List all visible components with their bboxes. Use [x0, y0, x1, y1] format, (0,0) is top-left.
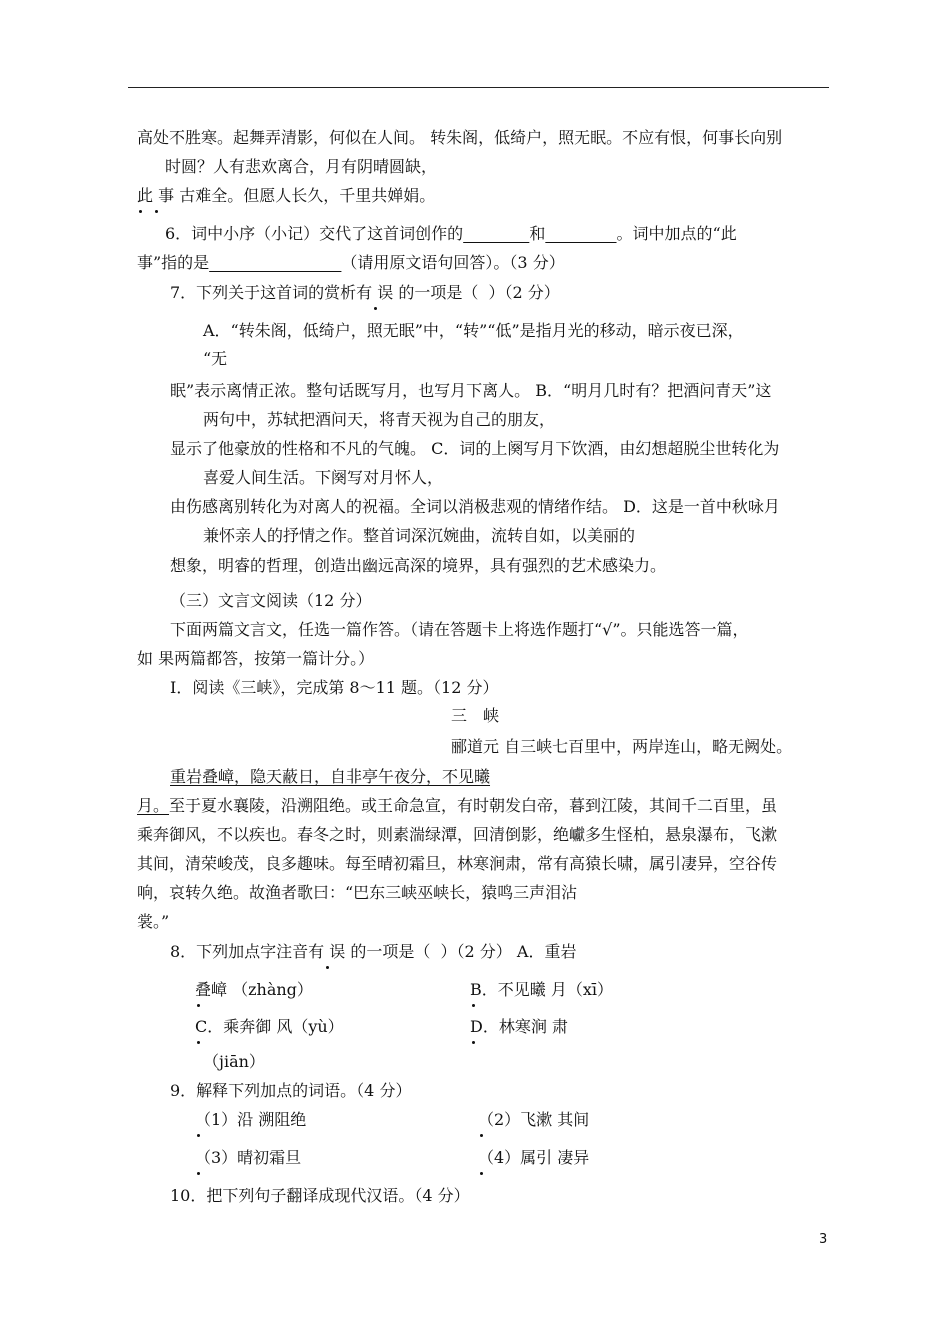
q7-line-9: 想象，明睿的哲理，创造出幽远高深的境界，具有强烈的艺术感染力。: [170, 556, 667, 575]
q8-option-b: B．不见曦 月（xī）: [470, 980, 613, 999]
q9-item-1: （1）沿 溯阻绝: [195, 1110, 307, 1129]
dotted-char: （2）飞漱: [478, 1110, 553, 1129]
part-heading: Ⅰ．阅读《三峡》，完成第 8～11 题。（12 分）: [170, 678, 499, 697]
q8-option-d: D．林寒涧 肃: [470, 1017, 568, 1036]
passage-line-5: 响，哀转久绝。故渔者歌曰：“巴东三峡巫峡长，猿鸣三声泪沾: [137, 883, 578, 902]
q6-line-1: 6．词中小序（小记）交代了这首词创作的 和 。词中加点的“此: [165, 224, 737, 243]
dotted-char: 此: [137, 186, 154, 205]
q9-item-2: （2）飞漱 其间: [478, 1110, 590, 1129]
page-number: 3: [819, 1232, 828, 1247]
dotted-char: （3）晴初霜旦: [195, 1148, 302, 1167]
passage-line-6: 裳。”: [137, 912, 170, 931]
poem-line-2: 时圆？人有悲欢离合，月有阴晴圆缺，: [165, 157, 438, 176]
q9-item-3: [195, 1148, 301, 1168]
q7-line-3: 眠”表示离情正浓。整句话既写月，也写月下离人。 B．“明月几时有？把酒问青天”这: [170, 381, 772, 400]
section-instruction-1: 下面两篇文言文，任选一篇作答。（请在答题卡上将选作题打“√”。只能选答一篇，: [170, 620, 749, 639]
passage-line-2: 月。至于夏水襄陵，沿溯阻绝。或王命急宣，有时朝发白帝，暮到江陵，其间千二百里，虽: [137, 796, 778, 815]
q7-line-5: 显示了他豪放的性格和不凡的气魄。 C．词的上阕写月下饮酒，由幻想超脱尘世转化为: [170, 439, 780, 458]
poem-line-1: 高处不胜寒。起舞弄清影，何似在人间。 转朱阁，低绮户，照无眠。不应有恨，何事长向别: [137, 128, 783, 147]
blank-2[interactable]: [545, 224, 616, 243]
passage-line-3: 乘奔御风，不以疾也。春冬之时，则素湍绿潭，回清倒影，绝巘多生怪柏，悬泉瀑布，飞漱: [137, 825, 778, 844]
q8-option-c: C．乘奔御 风（yù）: [195, 1017, 344, 1036]
dotted-char: （4）属引: [478, 1148, 553, 1167]
dotted-char: 叠嶂: [195, 980, 228, 999]
underlined-sentence: 重岩叠嶂，隐天蔽日，自非亭午夜分，不见曦: [170, 767, 491, 786]
q9-item-4: （4）属引 凄异: [478, 1148, 590, 1167]
q8-option-a: 叠嶂 （zhàng）: [195, 980, 313, 999]
q6-line-2: 事”指的是 （请用原文语句回答）。（3 分）: [137, 253, 565, 272]
dotted-char: 误: [324, 942, 346, 961]
q9-stem: 9．解释下列加点的词语。（4 分）: [170, 1081, 412, 1100]
dotted-char: 事: [153, 186, 175, 205]
dotted-char: （1）沿: [195, 1110, 254, 1129]
poem-line-3: 此 事 古难全。但愿人长久，千里共婵娟。: [137, 186, 436, 205]
q8-stem: 8．下列加点字注音有 误 的一项是（ ）（2 分） A．重岩: [170, 942, 577, 961]
dotted-char: D．林寒涧: [470, 1017, 547, 1036]
passage-line-4: 其间，清荣峻茂，良多趣味。每至晴初霜旦，林寒涧肃，常有高猿长啸，属引凄异，空谷传: [137, 854, 778, 873]
q7-line-1: A．“转朱阁，低绮户，照无眠”中，“转”“低”是指月光的移动，暗示夜已深，: [203, 321, 744, 340]
q7-line-8: 兼怀亲人的抒情之作。整首词深沉婉曲，流转自如，以美丽的: [203, 526, 636, 545]
section-heading: （三）文言文阅读（12 分）: [170, 591, 372, 610]
blank-3[interactable]: [209, 253, 341, 272]
dotted-char: 误: [372, 283, 394, 302]
q7-line-7: 由伤感离别转化为对离人的祝福。全词以消极悲观的情绪作结。 D．这是一首中秋咏月: [170, 497, 780, 516]
q7-line-4: 两句中，苏轼把酒问天，将青天视为自己的朋友，: [203, 410, 556, 429]
blank-1[interactable]: [463, 224, 529, 243]
passage-title: 三 峡: [451, 706, 500, 725]
passage-author-line: 郦道元 自三峡七百里中，两岸连山，略无阙处。: [451, 737, 793, 756]
dotted-char: B．不见曦: [470, 980, 546, 999]
q7-stem: 7．下列关于这首词的赏析有 误 的一项是（ ）（2 分）: [170, 283, 560, 302]
q7-line-2: “无: [203, 349, 228, 368]
dotted-char: C．乘奔御: [195, 1017, 272, 1036]
q8-option-d-pinyin: （jiān）: [203, 1052, 265, 1071]
header-rule: [128, 87, 829, 88]
section-instruction-2: 如 果两篇都答，按第一篇计分。）: [137, 649, 375, 668]
q10-stem: 10．把下列句子翻译成现代汉语。（4 分）: [170, 1186, 470, 1205]
q7-line-6: 喜爱人间生活。下阕写对月怀人，: [203, 468, 444, 487]
